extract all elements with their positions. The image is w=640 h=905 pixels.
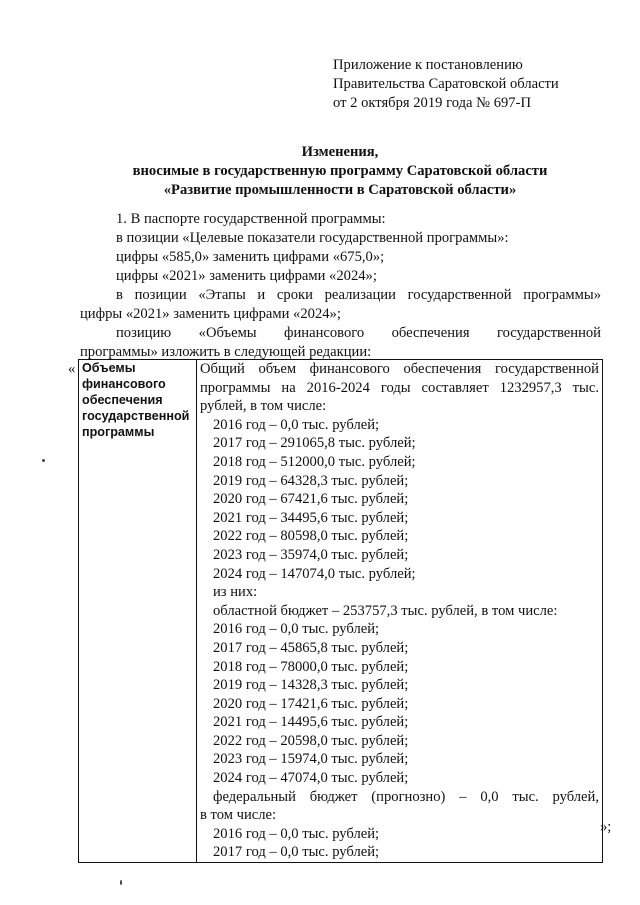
appendix-line-1: Приложение к постановлению [333, 57, 523, 73]
federal-budget-line-2: в том числе: [200, 807, 277, 824]
total-years-list [200, 416, 599, 583]
scan-speck [42, 459, 45, 462]
paragraph-passport: 1. В паспорте государственной программы: [116, 211, 386, 227]
funding-intro-line-3: рублей, в том числе: [200, 398, 327, 415]
appendix-header [333, 56, 623, 113]
paragraph-replace-figures-2: цифры «2021» заменить цифрами «2024»; [116, 268, 377, 284]
paragraph-funding-line-2: программы» изложить в следующей редакции: [80, 344, 372, 360]
paragraph-stages-line-2: цифры «2021» заменить цифрами «2024»; [80, 306, 341, 322]
appendix-line-2: Правительства Саратовской области [333, 76, 559, 92]
funding-label-cell: Объемы финансового обеспечения государственной программы [79, 360, 197, 863]
year-amount-line: 2016 год – 0,0 тыс. рублей; [213, 825, 380, 842]
federal-budget-line-1: федеральный бюджет (прогнозно) – 0,0 тыс. рублей, [213, 788, 599, 805]
year-amount-line: 2020 год – 17421,6 тыс. рублей; [213, 695, 409, 712]
paragraph-stages-line-1: в позиции «Этапы и сроки реализации государственной программы» [116, 287, 601, 303]
title-line-2: вносимые в государственную программу Саратовской области [132, 163, 548, 179]
funding-table [78, 359, 603, 863]
year-amount-line: 2017 год – 45865,8 тыс. рублей; [213, 639, 409, 656]
paragraph-target-indicators: в позиции «Целевые показатели государственной программы»: [116, 230, 509, 246]
funding-content-cell [197, 360, 603, 863]
federal-years-list [200, 825, 599, 862]
paragraph-funding-line-1: позицию «Объемы финансового обеспечения государственной [116, 325, 601, 341]
funding-intro-line-2: программы на 2016-2024 годы составляет 1232957,3 тыс. [200, 379, 599, 396]
document-body [80, 210, 601, 362]
closing-quote: »; [600, 819, 612, 835]
year-amount-line: 2019 год – 14328,3 тыс. рублей; [213, 677, 409, 694]
year-amount-line: 2017 год – 291065,8 тыс. рублей; [213, 435, 416, 452]
regional-budget-intro: областной бюджет – 253757,3 тыс. рублей, в том числе: [213, 602, 558, 619]
regional-years-list [200, 620, 599, 787]
year-amount-line: 2020 год – 67421,6 тыс. рублей; [213, 491, 409, 508]
year-amount-line: 2021 год – 14495,6 тыс. рублей; [213, 714, 409, 731]
year-amount-line: 2021 год – 34495,6 тыс. рублей; [213, 509, 409, 526]
title-line-1: Изменения, [301, 144, 379, 160]
title-line-3: «Развитие промышленности в Саратовской области» [163, 182, 517, 198]
document-title [80, 143, 600, 200]
year-amount-line: 2016 год – 0,0 тыс. рублей; [213, 416, 380, 433]
year-amount-line: 2022 год – 80598,0 тыс. рублей; [213, 528, 409, 545]
appendix-line-3: от 2 октября 2019 года № 697-П [333, 95, 531, 111]
year-amount-line: 2018 год – 78000,0 тыс. рублей; [213, 658, 409, 675]
year-amount-line: 2024 год – 147074,0 тыс. рублей; [213, 565, 416, 582]
year-amount-line: 2022 год – 20598,0 тыс. рублей; [213, 732, 409, 749]
of-them-label: из них: [213, 584, 258, 601]
year-amount-line: 2017 год – 0,0 тыс. рублей; [213, 844, 380, 861]
year-amount-line: 2023 год – 35974,0 тыс. рублей; [213, 546, 409, 563]
year-amount-line: 2018 год – 512000,0 тыс. рублей; [213, 453, 416, 470]
year-amount-line: 2016 год – 0,0 тыс. рублей; [213, 621, 380, 638]
year-amount-line: 2019 год – 64328,3 тыс. рублей; [213, 472, 409, 489]
paragraph-replace-figures-1: цифры «585,0» заменить цифрами «675,0»; [116, 249, 385, 265]
year-amount-line: 2023 год – 15974,0 тыс. рублей; [213, 751, 409, 768]
opening-quote: « [68, 361, 76, 377]
funding-intro-line-1: Общий объем финансового обеспечения государственной [200, 361, 599, 377]
scan-speck [120, 880, 122, 885]
year-amount-line: 2024 год – 47074,0 тыс. рублей; [213, 770, 409, 787]
table-row [79, 360, 603, 863]
